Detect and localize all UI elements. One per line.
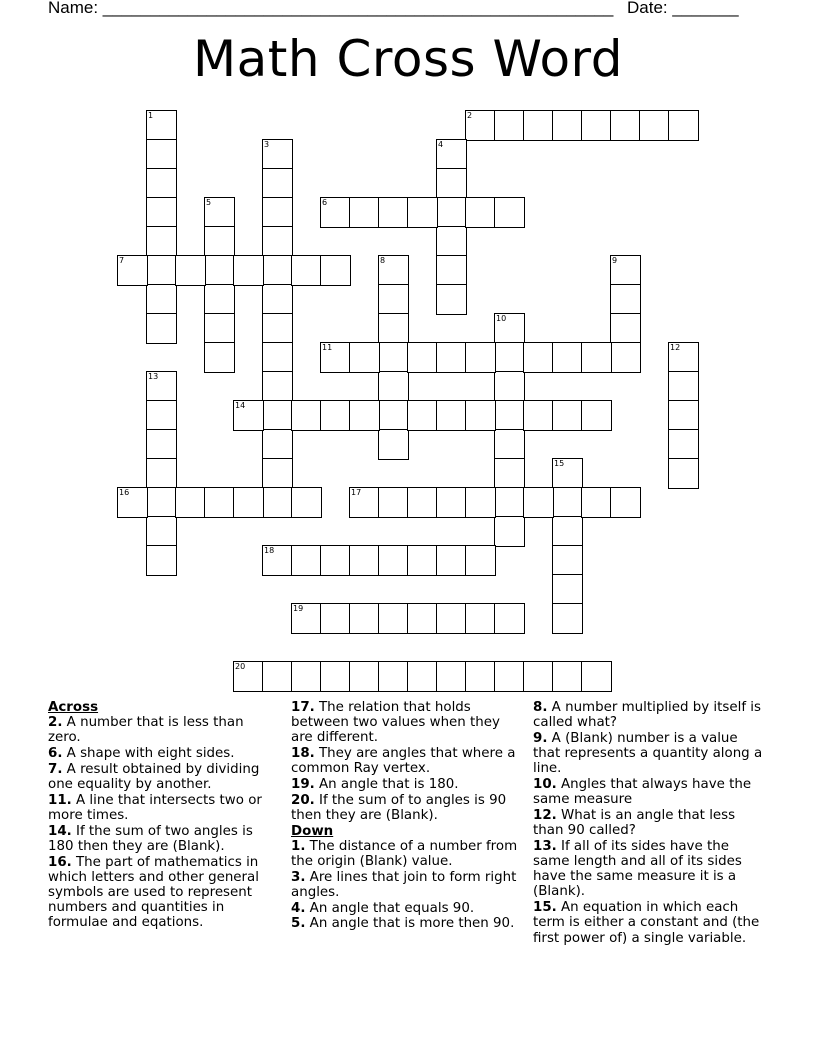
grid-cell[interactable]	[146, 371, 177, 402]
clue-item	[48, 715, 273, 745]
grid-cell[interactable]	[668, 400, 699, 431]
clue-item	[48, 746, 273, 761]
grid-cell[interactable]	[204, 226, 235, 257]
grid-cell[interactable]	[349, 603, 380, 634]
grid-cell[interactable]	[436, 197, 467, 228]
clue-text: An angle that equals 90.	[305, 900, 475, 916]
grid-cell[interactable]	[494, 429, 525, 460]
page-title: Math Cross Word	[193, 30, 623, 88]
clue-number: 13	[148, 372, 159, 381]
grid-cell[interactable]	[349, 545, 380, 576]
grid-cell[interactable]	[436, 255, 467, 286]
clue-item	[48, 855, 273, 931]
grid-cell[interactable]	[523, 661, 554, 692]
clue-number: 12	[670, 343, 681, 352]
clue-number: 3	[264, 140, 270, 149]
clue-item	[533, 731, 769, 777]
grid-cell[interactable]	[407, 603, 438, 634]
grid-cell[interactable]	[552, 545, 583, 576]
name-field-label: Name: ______________________________________________________	[48, 0, 614, 17]
grid-cell[interactable]	[668, 458, 699, 489]
grid-cell[interactable]	[668, 429, 699, 460]
grid-cell[interactable]	[204, 197, 235, 228]
grid-cell[interactable]	[639, 110, 670, 141]
clue-text: A line that intersects two or more times.	[48, 792, 262, 823]
grid-cell[interactable]	[320, 197, 351, 228]
grid-cell[interactable]	[581, 487, 612, 518]
grid-cell[interactable]	[233, 487, 264, 518]
grid-cell[interactable]	[117, 487, 148, 518]
clue-number-label: 17.	[291, 700, 315, 715]
down-clue-list-continued	[533, 700, 769, 946]
clue-number: 6	[322, 198, 328, 207]
grid-cell[interactable]	[668, 371, 699, 402]
grid-cell[interactable]	[320, 603, 351, 634]
grid-cell[interactable]	[204, 255, 235, 286]
grid-cell[interactable]	[378, 429, 409, 460]
grid-cell[interactable]	[349, 661, 380, 692]
grid-cell[interactable]	[465, 603, 496, 634]
clue-text: Angles that always have the same measure	[533, 777, 752, 808]
grid-cell[interactable]	[494, 661, 525, 692]
grid-cell[interactable]	[262, 139, 293, 170]
grid-cell[interactable]	[233, 661, 264, 692]
grid-cell[interactable]	[291, 400, 322, 431]
grid-cell[interactable]	[494, 603, 525, 634]
grid-cell[interactable]	[407, 197, 438, 228]
clue-number-label: 16.	[48, 854, 72, 870]
grid-cell[interactable]	[494, 458, 525, 489]
clue-number: 19	[293, 604, 304, 613]
grid-cell[interactable]	[146, 284, 177, 315]
grid-cell[interactable]	[465, 661, 496, 692]
grid-cell[interactable]	[320, 545, 351, 576]
grid-cell[interactable]	[407, 545, 438, 576]
grid-cell[interactable]	[175, 487, 206, 518]
clue-number: 17	[351, 488, 362, 497]
clue-item	[291, 839, 523, 869]
grid-cell[interactable]	[204, 342, 235, 373]
grid-cell[interactable]	[378, 661, 409, 692]
grid-cell[interactable]	[291, 545, 322, 576]
grid-cell[interactable]	[465, 487, 496, 518]
clue-number-label: 10.	[533, 777, 557, 793]
clue-number: 9	[612, 256, 618, 265]
grid-cell[interactable]	[146, 168, 177, 199]
across-clue-list-continued	[291, 700, 523, 823]
grid-cell[interactable]	[117, 255, 148, 286]
grid-cell[interactable]	[581, 110, 612, 141]
grid-cell[interactable]	[291, 661, 322, 692]
down-clue-list	[291, 839, 523, 932]
grid-cell[interactable]	[465, 342, 496, 373]
grid-cell[interactable]	[581, 400, 612, 431]
clue-number: 18	[264, 546, 275, 555]
grid-cell[interactable]	[494, 110, 525, 141]
grid-cell[interactable]	[610, 284, 641, 315]
across-heading: Across	[48, 700, 99, 715]
clue-number-label: 12.	[533, 807, 557, 823]
grid-cell[interactable]	[436, 342, 467, 373]
grid-cell[interactable]	[320, 400, 351, 431]
clue-text: The relation that holds between two values when they are different.	[291, 700, 500, 746]
grid-cell[interactable]	[494, 342, 525, 373]
grid-cell[interactable]	[407, 487, 438, 518]
grid-cell[interactable]	[378, 545, 409, 576]
grid-cell[interactable]	[320, 661, 351, 692]
grid-cell[interactable]	[436, 168, 467, 199]
grid-cell[interactable]	[262, 255, 293, 286]
clue-item	[533, 900, 769, 946]
grid-cell[interactable]	[407, 342, 438, 373]
grid-cell[interactable]	[146, 110, 177, 141]
grid-cell[interactable]	[291, 487, 322, 518]
grid-cell[interactable]	[552, 400, 583, 431]
grid-cell[interactable]	[262, 429, 293, 460]
clue-text: They are angles that where a common Ray vertex.	[291, 746, 516, 777]
grid-cell[interactable]	[523, 400, 554, 431]
grid-cell[interactable]	[436, 487, 467, 518]
clue-text: A (Blank) number is a value that represents a quantity along a line.	[533, 730, 763, 777]
grid-cell[interactable]	[465, 400, 496, 431]
grid-cell[interactable]	[610, 255, 641, 286]
down-heading: Down	[291, 823, 334, 839]
grid-cell[interactable]	[436, 603, 467, 634]
clue-text: What is an angle that less than 90 called?	[533, 807, 736, 839]
clue-text: A shape with eight sides.	[62, 746, 235, 762]
grid-cell[interactable]	[378, 313, 409, 344]
grid-cell[interactable]	[320, 342, 351, 373]
grid-cell[interactable]	[146, 487, 177, 518]
grid-cell[interactable]	[146, 226, 177, 257]
clues-column-2	[291, 700, 523, 932]
grid-cell[interactable]	[610, 110, 641, 141]
grid-cell[interactable]	[262, 342, 293, 373]
clue-text: If the sum of two angles is 180 then they are (Blank).	[48, 823, 253, 854]
clue-text: An angle that is 180.	[314, 777, 459, 793]
grid-cell[interactable]	[436, 400, 467, 431]
grid-cell[interactable]	[262, 400, 293, 431]
grid-cell[interactable]	[291, 603, 322, 634]
grid-cell[interactable]	[233, 255, 264, 286]
clue-number-label: 19.	[291, 777, 315, 793]
clue-text: An angle that is more then 90.	[305, 916, 515, 932]
grid-cell[interactable]	[262, 458, 293, 489]
clue-number-label: 6.	[48, 746, 63, 762]
clue-number: 15	[554, 459, 565, 468]
grid-cell[interactable]	[378, 487, 409, 518]
grid-cell[interactable]	[146, 516, 177, 547]
grid-cell[interactable]	[494, 371, 525, 402]
clue-item	[48, 824, 273, 854]
clue-text: The distance of a number from the origin (Blank) value.	[291, 838, 518, 870]
clue-item	[533, 839, 769, 900]
clue-item	[291, 746, 523, 776]
clue-number: 4	[438, 140, 444, 149]
clue-number-label: 3.	[291, 869, 306, 885]
grid-cell[interactable]	[552, 661, 583, 692]
clue-number: 11	[322, 343, 333, 352]
grid-cell[interactable]	[436, 139, 467, 170]
grid-cell[interactable]	[552, 603, 583, 634]
clue-number-label: 8.	[533, 700, 548, 715]
grid-cell[interactable]	[262, 487, 293, 518]
grid-cell[interactable]	[146, 255, 177, 286]
grid-cell[interactable]	[668, 342, 699, 373]
clue-text: An equation in which each term is either a constant and (the first power of) a single variable.	[533, 900, 760, 946]
grid-cell[interactable]	[146, 197, 177, 228]
grid-cell[interactable]	[523, 110, 554, 141]
grid-cell[interactable]	[552, 342, 583, 373]
grid-cell[interactable]	[146, 429, 177, 460]
clue-number: 10	[496, 314, 507, 323]
grid-cell[interactable]	[378, 371, 409, 402]
grid-cell[interactable]	[349, 400, 380, 431]
grid-cell[interactable]	[291, 255, 322, 286]
grid-cell[interactable]	[465, 110, 496, 141]
clue-item	[533, 700, 769, 730]
grid-cell[interactable]	[552, 110, 583, 141]
clue-item	[48, 793, 273, 823]
grid-cell[interactable]	[146, 545, 177, 576]
grid-cell[interactable]	[407, 400, 438, 431]
grid-cell[interactable]	[349, 487, 380, 518]
grid-cell[interactable]	[465, 197, 496, 228]
grid-cell[interactable]	[494, 487, 525, 518]
grid-cell[interactable]	[204, 313, 235, 344]
clue-number-label: 20.	[291, 792, 315, 808]
grid-cell[interactable]	[610, 313, 641, 344]
clue-item	[291, 916, 523, 931]
grid-cell[interactable]	[262, 661, 293, 692]
grid-cell[interactable]	[262, 168, 293, 199]
clue-item	[291, 793, 523, 823]
clue-item	[533, 808, 769, 838]
grid-cell[interactable]	[262, 371, 293, 402]
grid-cell[interactable]	[436, 284, 467, 315]
clue-item	[291, 870, 523, 900]
grid-cell[interactable]	[349, 342, 380, 373]
grid-cell[interactable]	[668, 110, 699, 141]
clue-number-label: 1.	[291, 838, 306, 854]
clue-number: 7	[119, 256, 125, 265]
clue-item	[533, 777, 769, 807]
grid-cell[interactable]	[204, 284, 235, 315]
grid-cell[interactable]	[465, 545, 496, 576]
grid-cell[interactable]	[610, 342, 641, 373]
clue-number: 2	[467, 111, 473, 120]
grid-cell[interactable]	[407, 661, 438, 692]
clue-number-label: 9.	[533, 730, 548, 746]
grid-cell[interactable]	[204, 487, 235, 518]
grid-cell[interactable]	[523, 342, 554, 373]
grid-cell[interactable]	[146, 313, 177, 344]
grid-cell[interactable]	[610, 487, 641, 518]
date-field-label: Date: _______	[627, 0, 739, 17]
grid-cell[interactable]	[523, 487, 554, 518]
clue-number-label: 13.	[533, 838, 557, 854]
clue-number-label: 5.	[291, 916, 306, 932]
grid-cell[interactable]	[262, 197, 293, 228]
grid-cell[interactable]	[175, 255, 206, 286]
grid-cell[interactable]	[378, 197, 409, 228]
grid-cell[interactable]	[494, 197, 525, 228]
grid-cell[interactable]	[436, 661, 467, 692]
grid-cell[interactable]	[378, 284, 409, 315]
clues-column-3	[533, 700, 769, 946]
grid-cell[interactable]	[320, 255, 351, 286]
grid-cell[interactable]	[552, 487, 583, 518]
grid-cell[interactable]	[146, 400, 177, 431]
clue-number: 8	[380, 256, 386, 265]
grid-cell[interactable]	[552, 516, 583, 547]
grid-cell[interactable]	[436, 545, 467, 576]
grid-cell[interactable]	[262, 313, 293, 344]
clue-item	[291, 901, 523, 916]
clue-item	[291, 700, 523, 746]
grid-cell[interactable]	[146, 139, 177, 170]
clue-number: 1	[148, 111, 154, 120]
grid-cell[interactable]	[494, 516, 525, 547]
clue-item	[291, 777, 523, 792]
grid-cell[interactable]	[233, 400, 264, 431]
grid-cell[interactable]	[146, 458, 177, 489]
grid-cell[interactable]	[581, 661, 612, 692]
clue-number: 20	[235, 662, 246, 671]
clue-text: If the sum of to angles is 90 then they are (Blank).	[291, 792, 507, 823]
clue-number-label: 18.	[291, 746, 315, 762]
clue-item	[48, 762, 273, 792]
grid-cell[interactable]	[378, 342, 409, 373]
grid-cell[interactable]	[552, 574, 583, 605]
grid-cell[interactable]	[552, 458, 583, 489]
clue-number-label: 7.	[48, 761, 63, 777]
clue-number-label: 14.	[48, 823, 72, 839]
grid-cell[interactable]	[262, 545, 293, 576]
grid-cell[interactable]	[378, 255, 409, 286]
clue-text: A number that is less than zero.	[48, 715, 244, 746]
grid-cell[interactable]	[494, 400, 525, 431]
clue-number: 5	[206, 198, 212, 207]
clue-text: Are lines that join to form right angles.	[291, 869, 517, 900]
clue-text: If all of its sides have the same length and all of its sides have the same measure it is a (Blank).	[533, 838, 742, 900]
clue-number-label: 11.	[48, 792, 72, 808]
clue-text: A number multiplied by itself is called what?	[533, 700, 762, 731]
grid-cell[interactable]	[262, 284, 293, 315]
clue-number-label: 4.	[291, 900, 306, 916]
clue-text: A result obtained by dividing one equality by another.	[48, 761, 260, 793]
grid-cell[interactable]	[378, 603, 409, 634]
across-clue-list	[48, 715, 273, 930]
grid-cell[interactable]	[262, 226, 293, 257]
clue-number: 16	[119, 488, 130, 497]
grid-cell[interactable]	[378, 400, 409, 431]
grid-cell[interactable]	[349, 197, 380, 228]
clue-number-label: 15.	[533, 900, 557, 916]
clue-number: 14	[235, 401, 246, 410]
grid-cell[interactable]	[436, 226, 467, 257]
grid-cell[interactable]	[494, 313, 525, 344]
clues-column-1	[48, 700, 273, 931]
grid-cell[interactable]	[581, 342, 612, 373]
clue-text: The part of mathematics in which letters and other general symbols are used to represent numbers and quantities in formulae and eqations.	[48, 854, 259, 931]
clue-number-label: 2.	[48, 715, 63, 731]
